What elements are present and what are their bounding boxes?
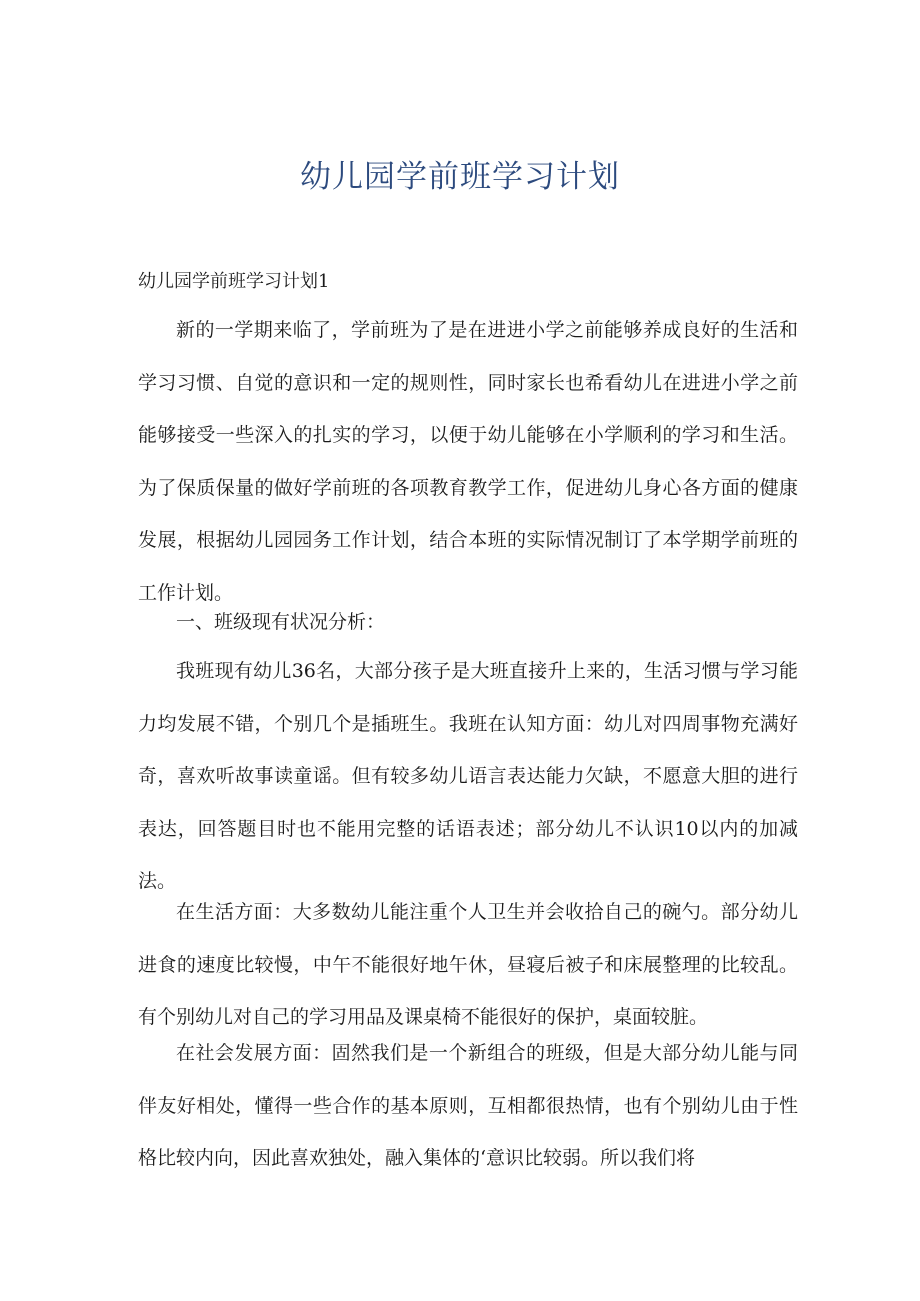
paragraph-analysis: 我班现有幼儿36名，大部分孩子是大班直接升上来的，生活习惯与学习能力均发展不错，个别几个是插班生。我班在认知方面：幼儿对四周事物充满好奇，喜欢听故事读童谣。但有较多幼儿语言表达能力欠缺，不愿意大胆的进行表达，回答题目时也不能用完整的话语表述；部分幼儿不认识10以内的加减法。	[138, 660, 798, 892]
paragraph-social: 在社会发展方面：固然我们是一个新组合的班级，但是大部分幼儿能与同伴友好相处，懂得一些合作的基本原则，互相都很热情，也有个别幼儿由于性格比较内向，因此喜欢独处，融入集体的‘意识比较弱。所以我们将	[138, 1042, 798, 1169]
paragraph-life: 在生活方面：大多数幼儿能注重个人卫生并会收拾自己的碗勺。部分幼儿进食的速度比较慢，中午不能很好地午休，昼寝后被子和床展整理的比较乱。有个别幼儿对自己的学习用品及课桌椅不能很好的保护，桌面较脏。	[138, 901, 798, 1028]
paragraph-intro: 新的一学期来临了，学前班为了是在进进小学之前能够养成良好的生活和学习习惯、自觉的意识和一定的规则性，同时家长也希看幼儿在进进小学之前能够接受一些深入的扎实的学习，以便于幼儿能够在小学顺利的学习和生活。为了保质保量的做好学前班的各项教育教学工作，促进幼儿身心各方面的健康发展，根据幼儿园园务工作计划，结合本班的实际情况制订了本学期学前班的工作计划。	[138, 319, 798, 604]
document-subtitle: 幼儿园学前班学习计划1	[138, 271, 330, 292]
section-heading-class-analysis: 一、班级现有状况分析：	[176, 611, 386, 633]
document-title: 幼儿园学前班学习计划	[300, 159, 620, 195]
